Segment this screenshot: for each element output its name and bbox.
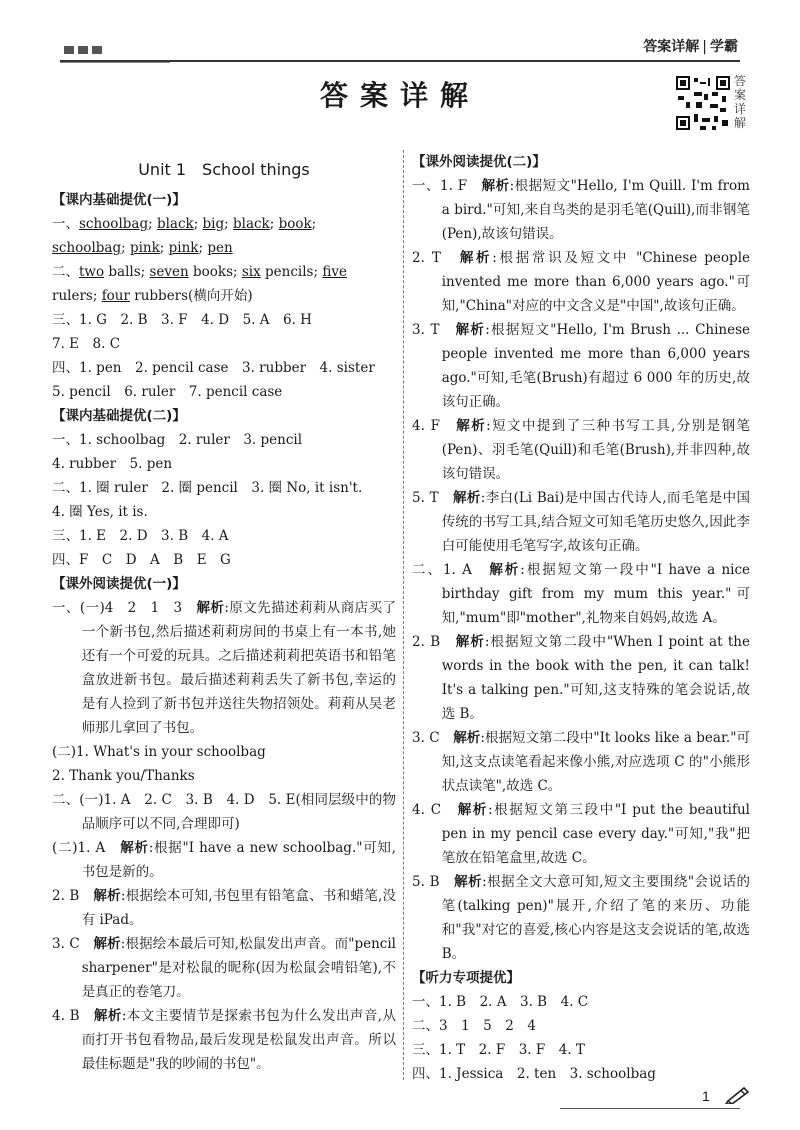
- answer-paragraph: 3. C 解析:根据短文第二段中"It looks like a bear."可知,这支点读笔看起来像小熊,对应选项 C 的"小熊形状点读笔",故选 C。: [412, 730, 750, 794]
- page-number: 1: [702, 1088, 710, 1104]
- answer-paragraph: (二)1. A 解析:根据"I have a new schoolbag."可知,书包是新的。: [52, 840, 396, 880]
- header-rule-accent: [60, 62, 170, 63]
- answer-line: 一、1. B 2. A 3. B 4. C: [412, 994, 589, 1010]
- answer-line: 2. Thank you/Thanks: [52, 768, 195, 784]
- answer-paragraph: 4. F 解析:短文中提到了三种书写工具,分别是钢笔(Pen)、羽毛笔(Quill)和毛笔(Brush),并非四种,故该句错误。: [412, 418, 751, 482]
- section-heading: 【课外阅读提优(一)】: [52, 576, 186, 592]
- section-heading: 【课内基础提优(一)】: [52, 192, 186, 208]
- answer-line: 一、1. schoolbag 2. ruler 3. pencil: [52, 432, 303, 448]
- footer-rule: [560, 1108, 740, 1109]
- answer-paragraph: 二、(一)1. A 2. C 3. B 4. D 5. E(相同层级中的物品顺序可以不同,合理即可): [52, 792, 396, 832]
- answer-line: 三、1. G 2. B 3. F 4. D 5. A 6. H: [52, 312, 312, 328]
- answer-line: 7. E 8. C: [52, 336, 121, 352]
- answer-line: 三、1. E 2. D 3. B 4. A: [52, 528, 229, 544]
- right-column: [412, 150, 750, 1086]
- qr-code-icon[interactable]: [676, 76, 730, 130]
- answer-line: 二、1. 圈 ruler 2. 圈 pencil 3. 圈 No, it isn't.: [52, 480, 363, 496]
- header-decoration: [64, 46, 102, 54]
- section-heading: 【听力专项提优】: [412, 970, 520, 986]
- answer-paragraph: 2. B 解析:根据绘本可知,书包里有铅笔盒、书和蜡笔,没有 iPad。: [52, 888, 397, 928]
- answer-paragraph: 3. T 解析:根据短文"Hello, I'm Brush ... Chinese people invented me more than 6,000 years ago."可知,毛笔(Brush)有超过 6 000 年的历史,故该句正确。: [412, 322, 751, 410]
- answer-line: 四、1. pen 2. pencil case 3. rubber 4. sister: [52, 360, 375, 376]
- answer-line: schoolbag; pink; pink; pen: [52, 240, 233, 256]
- section-heading: 【课内基础提优(二)】: [52, 408, 186, 424]
- answer-paragraph: 2. T 解析:根据常识及短文中 "Chinese people invented me more than 6,000 years ago."可知,"China"对应的中文含义是"中国",故该句正确。: [412, 250, 751, 314]
- section-heading: 【课外阅读提优(二)】: [412, 154, 546, 170]
- header-answer-label: 答案详解: [643, 39, 700, 55]
- answer-paragraph: 2. B 解析:根据短文第二段中"When I point at the words in the book with the pen, it can talk! It's a talking pen."可知,这支特殊的笔会说话,故选 B。: [412, 634, 750, 722]
- unit-title: Unit 1 School things: [138, 160, 310, 179]
- answer-paragraph: 3. C 解析:根据绘本最后可知,松鼠发出声音。而"pencil sharpener"是对松鼠的昵称(因为松鼠会啃铅笔),不是真正的卷笔刀。: [52, 936, 396, 1000]
- answer-paragraph: 5. T 解析:李白(Li Bai)是中国古代诗人,而毛笔是中国传统的书写工具,结合短文可知毛笔历史悠久,因此李白可能使用毛笔写字,故该句正确。: [412, 490, 751, 554]
- page-title: 答案详解: [319, 79, 480, 112]
- answer-line: 四、F C D A B E G: [52, 552, 231, 568]
- answer-line: 5. pencil 6. ruler 7. pencil case: [52, 384, 283, 400]
- answer-line: (二)1. What's in your schoolbag: [52, 744, 266, 760]
- answer-line: rulers; four rubbers(横向开始): [52, 288, 253, 304]
- answer-paragraph: 4. B 解析:本文主要情节是探索书包为什么发出声音,从而打开书包看物品,最后发现是松鼠发出声音。所以最佳标题是"我的吵闹的书包"。: [52, 1008, 397, 1072]
- answer-paragraph: 5. B 解析:根据全文大意可知,短文主要围绕"会说话的笔(talking pen)"展开,介绍了笔的来历、功能和"我"对它的喜爱,核心内容是这支会说话的笔,故选 B。: [412, 874, 751, 962]
- answer-line: 4. rubber 5. pen: [52, 456, 173, 472]
- answer-line: 二、3 1 5 2 4: [412, 1018, 536, 1034]
- answer-paragraph: 二、1. A 解析:根据短文第一段中"I have a nice birthday gift from my mum this year."可知,"mum"即"mother",礼物来自妈妈,故选 A。: [412, 562, 751, 626]
- qr-label: 答案详解: [734, 74, 747, 130]
- answer-paragraph: 4. C 解析:根据短文第三段中"I put the beautiful pen in my pencil case every day."可知,"我"把笔放在铅笔盒里,故选 C。: [412, 802, 750, 866]
- answer-paragraph: 一、(一)4 2 1 3 解析:原文先描述莉莉从商店买了一个新书包,然后描述莉莉房间的书桌上有一本书,她还有一个可爱的玩具。之后描述莉莉把英语书和铅笔盒放进新书包。最后描述莉莉丢失了新书包,幸运的是有人捡到了新书包并送往失物招领处。莉莉从吴老师那儿拿回了书包。: [52, 600, 397, 736]
- left-column: [52, 150, 396, 1076]
- pencil-icon: [724, 1086, 750, 1104]
- header-brand-name: 学霸: [710, 39, 738, 55]
- answer-line: 4. 圈 Yes, it is.: [52, 504, 148, 520]
- answer-line: 四、1. Jessica 2. ten 3. schoolbag: [412, 1066, 656, 1082]
- answer-line: 一、schoolbag; black; big; black; book;: [52, 216, 317, 232]
- answer-line: 二、two balls; seven books; six pencils; five: [52, 264, 347, 280]
- column-divider: [403, 150, 404, 1080]
- answer-line: 三、1. T 2. F 3. F 4. T: [412, 1042, 585, 1058]
- header-brand: 答案详解 | 学霸: [643, 39, 738, 55]
- answer-paragraph: 一、1. F 解析:根据短文"Hello, I'm Quill. I'm from a bird."可知,来自鸟类的是羽毛笔(Quill),而非钢笔(Pen),故该句错误。: [412, 178, 750, 242]
